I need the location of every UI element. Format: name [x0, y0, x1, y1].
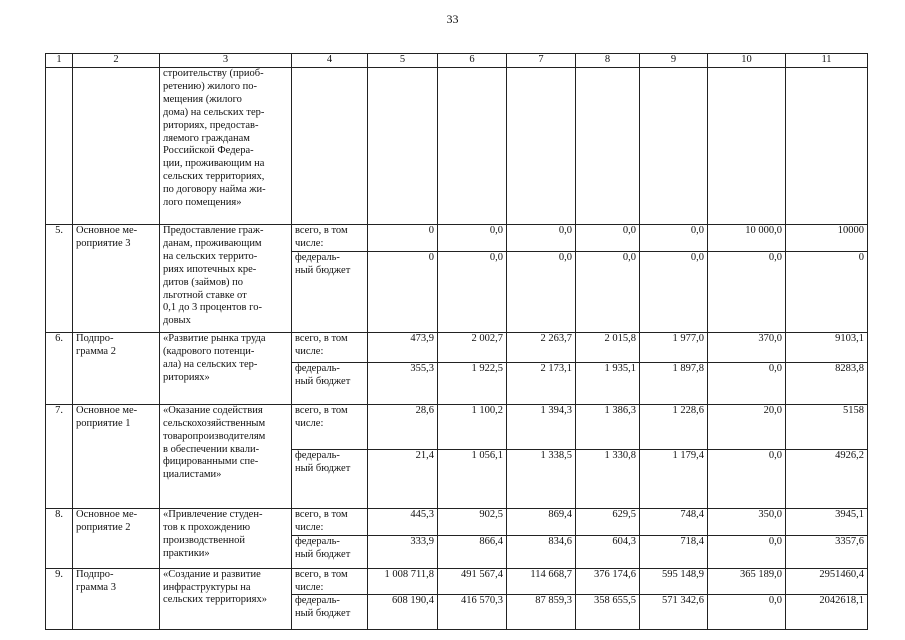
funding-source-cell — [292, 535, 368, 568]
program-name-cell — [160, 508, 292, 568]
value-cell: 1 228,6 — [640, 404, 708, 449]
program-name-line: «Оказание содействия — [163, 404, 263, 416]
value-cell: 28,6 — [368, 404, 438, 449]
text-line: ции, проживающим на — [163, 158, 265, 170]
program-name-cell — [160, 568, 292, 630]
program-name-line: довых — [163, 315, 191, 327]
value-cell: 21,4 — [368, 449, 438, 508]
value-cell: 8283,8 — [786, 362, 868, 404]
value-cell: 2042618,1 — [786, 595, 868, 630]
value-cell: 0,0 — [708, 362, 786, 404]
value-cell: 370,0 — [708, 332, 786, 362]
value-cell: 1 897,8 — [640, 362, 708, 404]
value-cell: 1 330,8 — [576, 449, 640, 508]
value-cell: 748,4 — [640, 508, 708, 535]
value-cell: 1 977,0 — [640, 332, 708, 362]
program-name-line: на сельских террито- — [163, 250, 258, 262]
program-type-cell — [73, 225, 160, 333]
value-cell: 0,0 — [576, 225, 640, 252]
value-cell: 3357,6 — [786, 535, 868, 568]
text-line: по договору найма жи- — [163, 184, 266, 196]
value-cell: 10000 — [786, 225, 868, 252]
column-header: 4 — [292, 54, 368, 68]
program-type-cell — [73, 508, 160, 568]
row-number: 5. — [46, 225, 73, 333]
program-name-line: дитов (займов) по — [163, 276, 244, 288]
value-cell: 2 002,7 — [438, 332, 507, 362]
funding-source-line: всего, в том — [295, 508, 348, 520]
program-name-line: инфраструктуры на — [163, 581, 251, 593]
value-cell: 1 922,5 — [438, 362, 507, 404]
value-cell: 9103,1 — [786, 332, 868, 362]
program-name-line: Предоставление граж- — [163, 225, 264, 236]
value-cell: 2951460,4 — [786, 568, 868, 595]
program-name-line: в обеспечении квали- — [163, 443, 260, 455]
value-cell: 1 394,3 — [507, 404, 576, 449]
value-cell: 491 567,4 — [438, 568, 507, 595]
value-cell: 629,5 — [576, 508, 640, 535]
funding-source-cell — [292, 404, 368, 449]
row-number: 9. — [46, 568, 73, 630]
column-header: 8 — [576, 54, 640, 68]
program-name-line: риях ипотечных кре- — [163, 263, 257, 275]
program-name-line: 0,1 до 3 процентов го- — [163, 302, 262, 314]
program-name-line: ала) на сельских тер- — [163, 358, 258, 370]
program-type-line: грамма 3 — [76, 581, 116, 593]
empty-cell — [292, 68, 368, 225]
program-name-line: практики» — [163, 547, 210, 559]
program-name-cell — [160, 332, 292, 404]
value-cell: 718,4 — [640, 535, 708, 568]
funding-source-line: всего, в том — [295, 404, 348, 416]
value-cell: 445,3 — [368, 508, 438, 535]
table-row — [46, 568, 868, 595]
value-cell: 571 342,6 — [640, 595, 708, 630]
value-cell: 902,5 — [438, 508, 507, 535]
value-cell: 416 570,3 — [438, 595, 507, 630]
value-cell: 10 000,0 — [708, 225, 786, 252]
funding-source-cell — [292, 362, 368, 404]
value-cell: 2 263,7 — [507, 332, 576, 362]
value-cell: 1 056,1 — [438, 449, 507, 508]
continuation-text-cell — [160, 68, 292, 225]
funding-source-line: ный бюджет — [295, 462, 351, 474]
text-line: дома) на сельских тер- — [163, 106, 265, 118]
column-header: 11 — [786, 54, 868, 68]
funding-source-line: числе: — [295, 345, 324, 357]
text-line: ретению) жилого по- — [163, 80, 258, 92]
program-name-line: товаропроизводителям — [163, 430, 266, 442]
program-name-line: производственной — [163, 534, 245, 546]
funding-source-line: федераль- — [295, 449, 340, 461]
value-cell: 114 668,7 — [507, 568, 576, 595]
program-type-line: роприятие 1 — [76, 417, 131, 429]
text-line: лого помещения» — [163, 197, 242, 209]
funding-source-cell — [292, 225, 368, 252]
funding-source-line: числе: — [295, 237, 324, 249]
value-cell: 473,9 — [368, 332, 438, 362]
value-cell: 1 179,4 — [640, 449, 708, 508]
value-cell: 0,0 — [438, 225, 507, 252]
table-body — [46, 54, 868, 630]
value-cell: 608 190,4 — [368, 595, 438, 630]
program-type-line: Основное ме- — [76, 508, 138, 520]
row-number: 7. — [46, 404, 73, 508]
value-cell: 866,4 — [438, 535, 507, 568]
empty-cell — [640, 68, 708, 225]
value-cell: 604,3 — [576, 535, 640, 568]
value-cell: 595 148,9 — [640, 568, 708, 595]
funding-source-line: всего, в том — [295, 568, 348, 580]
funding-source-cell — [292, 251, 368, 332]
funding-source-line: федераль- — [295, 535, 340, 547]
value-cell: 834,6 — [507, 535, 576, 568]
budget-table — [45, 53, 868, 630]
program-name-line: сельскохозяйственным — [163, 417, 266, 429]
funding-source-line: ный бюджет — [295, 264, 351, 276]
row-number: 8. — [46, 508, 73, 568]
program-name-line: фицированными спе- — [163, 456, 259, 468]
value-cell: 0,0 — [438, 251, 507, 332]
program-name-line: (кадрового потенци- — [163, 345, 255, 357]
column-header: 1 — [46, 54, 73, 68]
funding-source-cell — [292, 449, 368, 508]
value-cell: 0,0 — [640, 251, 708, 332]
value-cell: 358 655,5 — [576, 595, 640, 630]
value-cell: 365 189,0 — [708, 568, 786, 595]
value-cell: 1 100,2 — [438, 404, 507, 449]
text-line: риториях, предостав- — [163, 119, 259, 131]
funding-source-line: числе: — [295, 581, 324, 593]
table-row — [46, 508, 868, 535]
program-name-line: риториях» — [163, 371, 210, 383]
program-type-cell — [73, 332, 160, 404]
empty-cell — [507, 68, 576, 225]
program-type-line: Подпро- — [76, 332, 114, 344]
empty-cell — [368, 68, 438, 225]
value-cell: 869,4 — [507, 508, 576, 535]
value-cell: 0 — [368, 225, 438, 252]
value-cell: 1 386,3 — [576, 404, 640, 449]
program-name-line: «Создание и развитие — [163, 568, 261, 580]
text-line: ляемого гражданам — [163, 132, 250, 144]
column-header: 10 — [708, 54, 786, 68]
value-cell: 0,0 — [708, 449, 786, 508]
value-cell: 0 — [786, 251, 868, 332]
value-cell: 0,0 — [507, 251, 576, 332]
program-name-line: льготной ставке от — [163, 289, 247, 301]
program-name-line: циалистами» — [163, 469, 222, 481]
column-header-row — [46, 54, 868, 68]
value-cell: 20,0 — [708, 404, 786, 449]
continuation-row — [46, 68, 868, 225]
funding-source-line: федераль- — [295, 362, 340, 374]
program-type-line: Основное ме- — [76, 404, 138, 416]
value-cell: 87 859,3 — [507, 595, 576, 630]
funding-source-line: федераль- — [295, 251, 340, 263]
column-header: 9 — [640, 54, 708, 68]
value-cell: 2 015,8 — [576, 332, 640, 362]
program-name-line: данам, проживающим — [163, 237, 262, 249]
column-header: 5 — [368, 54, 438, 68]
funding-source-cell — [292, 568, 368, 595]
funding-source-cell — [292, 595, 368, 630]
column-header: 7 — [507, 54, 576, 68]
table-row — [46, 404, 868, 449]
table-row — [46, 332, 868, 362]
empty-cell — [73, 68, 160, 225]
empty-cell — [708, 68, 786, 225]
value-cell: 350,0 — [708, 508, 786, 535]
value-cell: 4926,2 — [786, 449, 868, 508]
column-header: 2 — [73, 54, 160, 68]
program-type-line: грамма 2 — [76, 345, 116, 357]
value-cell: 0,0 — [576, 251, 640, 332]
program-name-line: «Развитие рынка труда — [163, 332, 266, 344]
empty-cell — [438, 68, 507, 225]
value-cell: 355,3 — [368, 362, 438, 404]
value-cell: 3945,1 — [786, 508, 868, 535]
column-header: 6 — [438, 54, 507, 68]
text-line: мещения (жилого — [163, 93, 242, 105]
text-line: Российской Федера- — [163, 145, 254, 157]
empty-cell — [576, 68, 640, 225]
page-number: 33 — [446, 12, 459, 26]
table-row — [46, 225, 868, 252]
empty-cell — [786, 68, 868, 225]
program-type-line: роприятие 2 — [76, 521, 131, 533]
program-name-cell — [160, 225, 292, 333]
value-cell: 0,0 — [507, 225, 576, 252]
funding-source-line: всего, в том — [295, 225, 348, 236]
value-cell: 0,0 — [640, 225, 708, 252]
value-cell: 0,0 — [708, 595, 786, 630]
value-cell: 1 008 711,8 — [368, 568, 438, 595]
value-cell: 1 338,5 — [507, 449, 576, 508]
funding-source-line: всего, в том — [295, 332, 348, 344]
text-line: сельских территориях, — [163, 171, 265, 183]
value-cell: 0 — [368, 251, 438, 332]
funding-source-line: числе: — [295, 417, 324, 429]
empty-cell — [46, 68, 73, 225]
value-cell: 376 174,6 — [576, 568, 640, 595]
program-name-line: тов к прохождению — [163, 521, 251, 533]
program-type-line: Подпро- — [76, 568, 114, 580]
program-name-line: «Привлечение студен- — [163, 508, 263, 520]
funding-source-line: ный бюджет — [295, 608, 351, 620]
value-cell: 0,0 — [708, 251, 786, 332]
funding-source-line: федераль- — [295, 595, 340, 607]
row-number: 6. — [46, 332, 73, 404]
program-type-line: Основное ме- — [76, 225, 138, 236]
value-cell: 2 173,1 — [507, 362, 576, 404]
column-header: 3 — [160, 54, 292, 68]
funding-source-cell — [292, 332, 368, 362]
funding-source-cell — [292, 508, 368, 535]
program-name-line: сельских территориях» — [163, 594, 268, 606]
text-line: строительству (приоб- — [163, 68, 264, 79]
program-name-cell — [160, 404, 292, 508]
value-cell: 333,9 — [368, 535, 438, 568]
value-cell: 0,0 — [708, 535, 786, 568]
funding-source-line: числе: — [295, 521, 324, 533]
program-type-cell — [73, 404, 160, 508]
funding-source-line: ный бюджет — [295, 548, 351, 560]
program-type-line: роприятие 3 — [76, 237, 131, 249]
funding-source-line: ный бюджет — [295, 375, 351, 387]
value-cell: 5158 — [786, 404, 868, 449]
value-cell: 1 935,1 — [576, 362, 640, 404]
program-type-cell — [73, 568, 160, 630]
